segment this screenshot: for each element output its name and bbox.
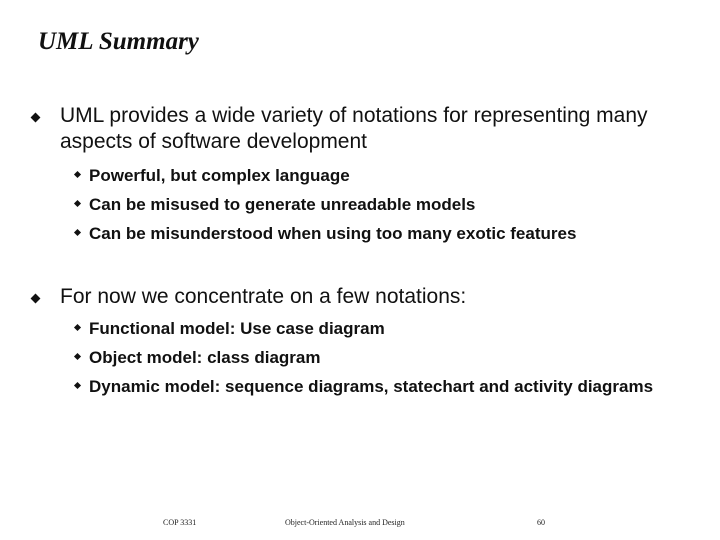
- slide-title: UML Summary: [38, 28, 199, 55]
- bullet-1: [0, 103, 680, 155]
- diamond-bullet-icon: [74, 353, 81, 360]
- sub-bullet-text: Can be misused to generate unreadable models: [89, 195, 476, 214]
- diamond-bullet-icon: [74, 171, 81, 178]
- sub-bullet-2-3: [0, 377, 674, 396]
- footer-page-number: 60: [537, 518, 545, 527]
- bullet-2-text: For now we concentrate on a few notations:: [60, 285, 467, 308]
- diamond-bullet-icon: [74, 324, 81, 331]
- diamond-bullet-icon: [74, 229, 81, 236]
- diamond-bullet-icon: [31, 294, 41, 304]
- sub-bullet-text: Can be misunderstood when using too many exotic features: [89, 224, 577, 243]
- sub-bullet-1-2: [0, 195, 689, 214]
- sub-bullet-text: Functional model: Use case diagram: [89, 319, 385, 338]
- sub-bullet-text: Powerful, but complex language: [89, 166, 350, 185]
- sub-bullet-list-1: [0, 166, 720, 243]
- sub-bullet-list-2: [0, 319, 720, 396]
- footer-book-title: Object-Oriented Analysis and Design: [285, 518, 405, 527]
- bullet-1-text: UML provides a wide variety of notations for representing many aspects of software development: [60, 104, 648, 153]
- diamond-bullet-icon: [74, 382, 81, 389]
- diamond-bullet-icon: [74, 200, 81, 207]
- diamond-bullet-icon: [31, 113, 41, 123]
- bullet-group-1: [0, 103, 720, 253]
- sub-bullet-text: Object model: class diagram: [89, 348, 321, 367]
- bullet-2: [0, 284, 680, 310]
- sub-bullet-1-1: [0, 166, 689, 185]
- footer-course: COP 3331: [163, 518, 197, 527]
- sub-bullet-2-2: [0, 348, 689, 367]
- sub-bullet-2-1: [0, 319, 689, 338]
- sub-bullet-text: Dynamic model: sequence diagrams, statechart and activity diagrams: [89, 377, 654, 396]
- bullet-group-2: [0, 284, 720, 406]
- sub-bullet-1-3: [0, 224, 689, 243]
